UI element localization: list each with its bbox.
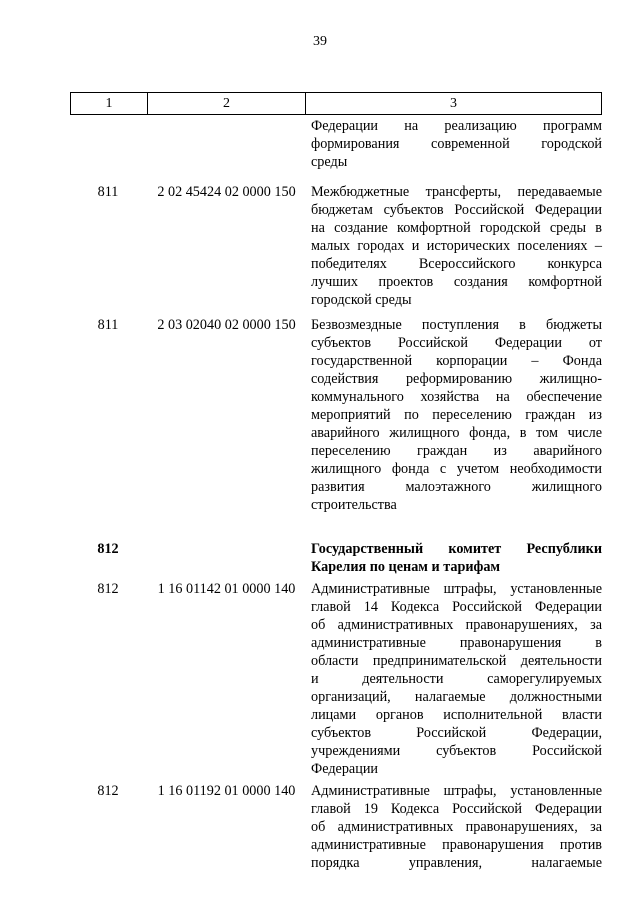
description-line: мероприятий по переселению граждан из [311, 407, 602, 423]
description-line: бюджетам субъектов Российской Федерации [311, 202, 602, 218]
description-line: коммунального хозяйства на обеспечение [311, 389, 602, 405]
description-line: Безвозмездные поступления в бюджеты [311, 317, 602, 333]
page-number: 39 [313, 34, 327, 49]
description-line: государственной корпорации – Фонда [311, 353, 602, 369]
description-cell [311, 316, 602, 514]
description-line: Административные штрафы, установленные [311, 783, 602, 799]
description-line: городской среды [311, 292, 412, 308]
code-cell: 812 [97, 541, 119, 557]
table-row [70, 580, 602, 778]
table-row [70, 117, 602, 171]
kbk-cell: 2 02 45424 02 0000 150 [157, 184, 296, 200]
description-line: на создание комфортной городской среды в [311, 220, 602, 236]
kbk-cell [150, 117, 303, 171]
table-row [70, 316, 602, 514]
description-line: победителях Всероссийского конкурса [311, 256, 602, 272]
description-line: малых городах и исторических поселениях – [311, 238, 602, 254]
description-line: административные правонарушения против [311, 837, 602, 853]
code-cell: 811 [97, 317, 119, 333]
description-line: лицами органов исполнительной власти [311, 707, 602, 723]
header-col-2: 2 [148, 93, 306, 115]
description-line: Административные штрафы, установленные [311, 581, 602, 597]
code-cell: 812 [97, 581, 119, 597]
description-line: строительства [311, 497, 397, 513]
description-line: субъектов Российской Федерации от [311, 335, 602, 351]
description-line: и деятельности саморегулируемых [311, 671, 602, 687]
description-line: среды [311, 154, 348, 170]
description-cell [311, 117, 602, 171]
kbk-cell [150, 540, 303, 576]
description-cell [311, 580, 602, 778]
description-line: организаций, налагаемые должностными [311, 689, 602, 705]
table-body [70, 117, 602, 872]
description-line: главой 19 Кодекса Российской Федерации [311, 801, 602, 817]
description-line: лучших проектов создания комфортной [311, 274, 602, 290]
header-col-1: 1 [71, 93, 148, 115]
description-cell [311, 183, 602, 309]
description-line: субъектов Российской Федерации, [311, 725, 602, 741]
header-col-3: 3 [306, 93, 602, 115]
description-line: жилищного фонда с учетом необходимости [311, 461, 602, 477]
kbk-cell: 1 16 01142 01 0000 140 [157, 581, 296, 597]
description-line: содействия реформированию жилищно- [311, 371, 602, 387]
table-header [70, 92, 602, 115]
description-line: административные правонарушения в [311, 635, 602, 651]
description-line: Межбюджетные трансферты, передаваемые [311, 184, 602, 200]
description-line: аварийного жилищного фонда, в том числе [311, 425, 602, 441]
description-cell [311, 782, 602, 872]
description-line: Федерации на реализацию программ [311, 118, 602, 134]
kbk-cell: 1 16 01192 01 0000 140 [157, 783, 296, 799]
description-line: развития малоэтажного жилищного [311, 479, 602, 495]
description-line: об административных правонарушениях, за [311, 819, 602, 835]
description-line: переселению граждан из аварийного [311, 443, 602, 459]
description-line: об административных правонарушениях, за [311, 617, 602, 633]
code-cell: 812 [97, 783, 119, 799]
description-line: главой 14 Кодекса Российской Федерации [311, 599, 602, 615]
kbk-cell: 2 03 02040 02 0000 150 [157, 317, 296, 333]
description-line: Государственный комитет Республики [311, 541, 602, 557]
description-line: учреждениями субъектов Российской [311, 743, 602, 759]
table-row-section [70, 540, 602, 576]
description-line: Федерации [311, 761, 379, 777]
description-line: Карелия по ценам и тарифам [311, 559, 501, 575]
description-line: области предпринимательской деятельности [311, 653, 602, 669]
section-title [311, 540, 602, 576]
code-cell [70, 117, 146, 171]
description-line: порядка управления, налагаемые [311, 855, 602, 871]
table-row [70, 183, 602, 309]
description-line: формирования современной городской [311, 136, 602, 152]
table-row [70, 782, 602, 872]
code-cell: 811 [97, 184, 119, 200]
